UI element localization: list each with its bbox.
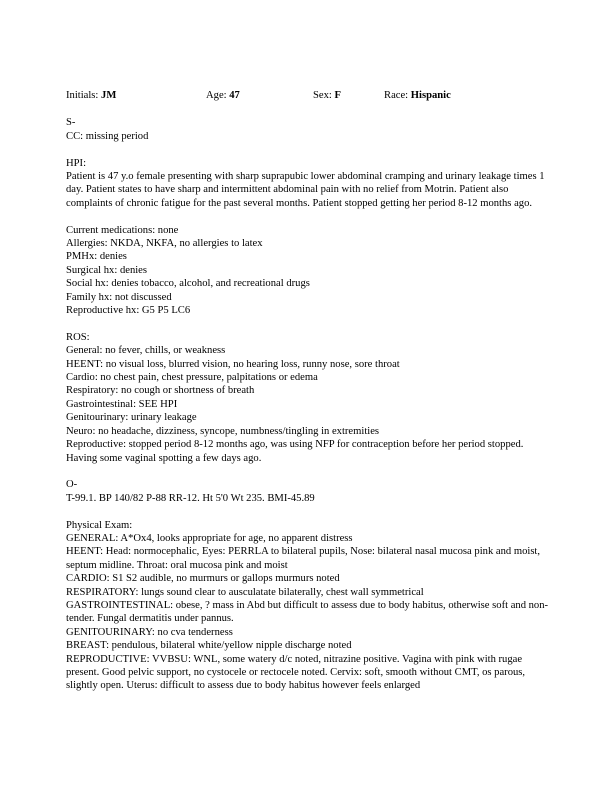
ros-heading: ROS: bbox=[66, 331, 90, 343]
exam-reproductive: REPRODUCTIVE: VVBSU: WNL, some watery d/c noted, nitrazine positive. Vagina with pink with rugae present. Good pelvic support, no cystocele or rectocele noted. Cervix: soft, smooth without CMT, os parous, slightly open. Uterus: difficult to assess due to body habitus however feels enlarged bbox=[66, 653, 526, 692]
ros-general: General: no fever, chills, or weakness bbox=[66, 345, 226, 357]
physical-exam-heading: Physical Exam: bbox=[66, 519, 133, 531]
exam-genitourinary: GENITOURINARY: no cva tenderness bbox=[66, 626, 233, 638]
hpi-text: Patient is 47 y.o female presenting with sharp suprapubic lower abdominal cramping and urinary leakage times 1 day. Patient states to have sharp and intermittent abdominal pain with no relief from Motrin. Patient also complaints of chronic fatigue for the past several months. Patient stopped getting her period 8-12 months ago. bbox=[66, 171, 545, 209]
ros-gastrointestinal: Gastrointestinal: SEE HPI bbox=[66, 398, 178, 410]
surgical-hx: Surgical hx: denies bbox=[66, 264, 148, 276]
exam-general: GENERAL: A*Ox4, looks appropriate for age, no apparent distress bbox=[66, 532, 353, 544]
exam-respiratory: RESPIRATORY: lungs sound clear to ausculatate bilaterally, chest wall symmetrical bbox=[66, 586, 424, 598]
pmhx: PMHx: denies bbox=[66, 251, 127, 263]
allergies: Allergies: NKDA, NKFA, no allergies to latex bbox=[66, 238, 263, 250]
ros-respiratory: Respiratory: no cough or shortness of breath bbox=[66, 385, 255, 397]
hpi-heading: HPI: bbox=[66, 157, 87, 169]
document-page bbox=[66, 89, 552, 693]
ros-cardio: Cardio: no chest pain, chest pressure, palpitations or edema bbox=[66, 372, 318, 384]
chief-complaint: CC: missing period bbox=[66, 130, 149, 142]
vitals: T-99.1. BP 140/82 P-88 RR-12. Ht 5'0 Wt 235. BMI-45.89 bbox=[66, 492, 315, 504]
ros-reproductive: Reproductive: stopped period 8-12 months ago, was using NFP for contraception before her period stopped. Having some vaginal spotting a few days ago. bbox=[66, 439, 524, 464]
ros-neuro: Neuro: no headache, dizziness, syncope, numbness/tingling in extremities bbox=[66, 425, 380, 437]
exam-gastrointestinal: GASTROINTESTINAL: obese, ? mass in Abd but difficult to assess due to body habitus, otherwise soft and non-tender. Fungal dermatitis under pannus. bbox=[66, 599, 549, 625]
exam-cardio: CARDIO: S1 S2 audible, no murmurs or gallops murmurs noted bbox=[66, 573, 340, 585]
ros-heent: HEENT: no visual loss, blurred vision, no hearing loss, runny nose, sore throat bbox=[66, 358, 400, 370]
reproductive-hx: Reproductive hx: G5 P5 LC6 bbox=[66, 305, 191, 317]
sex-field: Sex: F bbox=[313, 90, 341, 101]
age-field: Age: 47 bbox=[206, 90, 240, 101]
exam-heent: HEENT: Head: normocephalic, Eyes: PERRLA to bilateral pupils, Nose: bilateral nasal mucosa pink and moist, septum midline. Throat: oral mucosa pink and moist bbox=[66, 546, 541, 571]
current-medications: Current medications: none bbox=[66, 224, 179, 236]
objective-heading: O- bbox=[66, 479, 78, 491]
initials-field: Initials: JM bbox=[66, 90, 117, 101]
social-hx: Social hx: denies tobacco, alcohol, and recreational drugs bbox=[66, 278, 310, 290]
race-field: Race: Hispanic bbox=[384, 90, 451, 101]
family-hx: Family hx: not discussed bbox=[66, 291, 172, 303]
patient-header bbox=[66, 89, 552, 103]
ros-genitourinary: Genitourinary: urinary leakage bbox=[66, 412, 197, 424]
subjective-heading: S- bbox=[66, 117, 76, 129]
exam-breast: BREAST: pendulous, bilateral white/yellow nipple discharge noted bbox=[66, 640, 352, 652]
